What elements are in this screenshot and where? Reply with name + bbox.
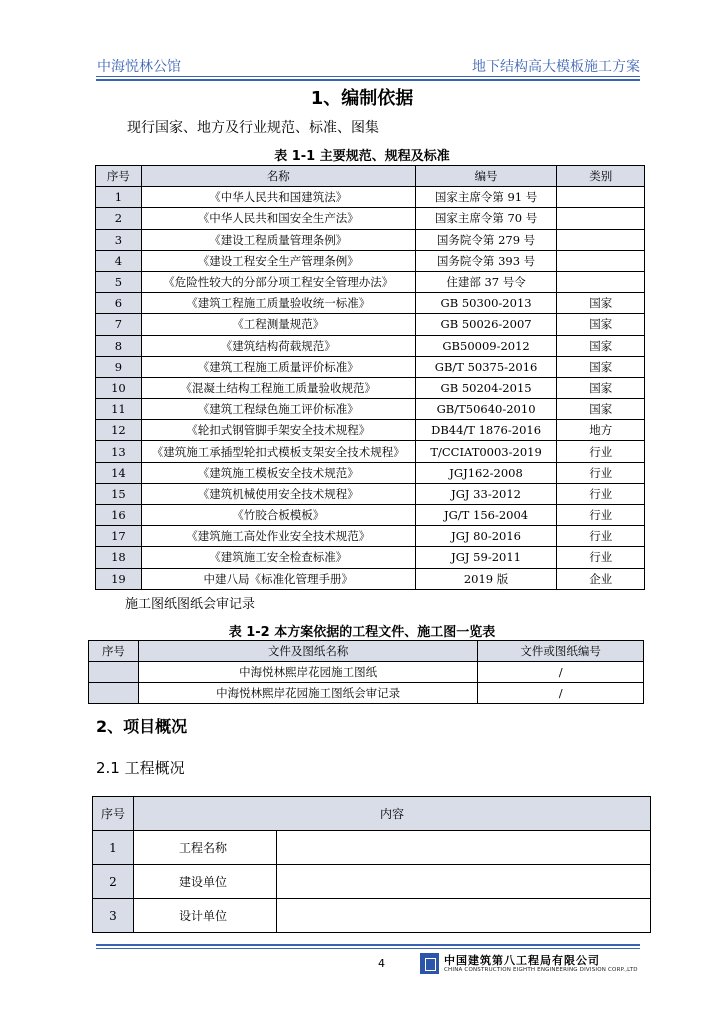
table-row [96, 377, 645, 398]
table-cell: 国家主席令第 70 号 [415, 208, 557, 229]
drawing-review-note: 施工图纸图纸会审记录 [125, 597, 256, 612]
col-header-index: 序号 [89, 641, 139, 662]
table-cell [557, 271, 645, 292]
table-cell: 《工程测量规范》 [141, 314, 415, 335]
table-cell: 13 [96, 441, 142, 462]
standards-table [95, 165, 645, 590]
table-row [96, 399, 645, 420]
table-cell [557, 208, 645, 229]
table-row [96, 483, 645, 504]
table-cell: GB 50026-2007 [415, 314, 557, 335]
table-cell: 地方 [557, 420, 645, 441]
table-cell: 《混凝土结构工程施工质量验收规范》 [141, 377, 415, 398]
table-cell: 《危险性较大的分部分项工程安全管理办法》 [141, 271, 415, 292]
table-cell: 工程名称 [133, 831, 276, 865]
table-cell: 行业 [557, 547, 645, 568]
table-row [96, 547, 645, 568]
table-cell: 《建筑工程施工质量评价标准》 [141, 356, 415, 377]
col-header-name: 名称 [141, 166, 415, 187]
table-cell: 《建筑施工高处作业安全技术规范》 [141, 526, 415, 547]
table-cell: JG/T 156-2004 [415, 505, 557, 526]
table-cell: 建设单位 [133, 865, 276, 899]
table-row [96, 335, 645, 356]
company-name-english: CHINA CONSTRUCTION EIGHTH ENGINEERING DIVISION CORP.,LTD [444, 967, 638, 973]
table-cell: 3 [96, 229, 142, 250]
table-cell: 行业 [557, 441, 645, 462]
table-cell: 中海悦林熙岸花园施工图纸 [138, 662, 477, 683]
table-cell: 17 [96, 526, 142, 547]
table-row [96, 356, 645, 377]
table-header-row [96, 166, 645, 187]
table-cell: GB/T 50375-2016 [415, 356, 557, 377]
table-cell: 1 [96, 187, 142, 208]
table-cell: 中建八局《标准化管理手册》 [141, 568, 415, 589]
table-row [96, 462, 645, 483]
intro-paragraph: 现行国家、地方及行业规范、标准、图集 [127, 120, 379, 136]
table-cell: JGJ 33-2012 [415, 483, 557, 504]
table-cell: 国家 [557, 314, 645, 335]
table-cell: GB 50204-2015 [415, 377, 557, 398]
table-cell: 《建筑施工安全检查标准》 [141, 547, 415, 568]
table-row [96, 293, 645, 314]
table-cell: / [478, 662, 644, 683]
table-row [96, 505, 645, 526]
table-cell: 2 [96, 208, 142, 229]
table-row [96, 420, 645, 441]
table-cell: DB44/T 1876-2016 [415, 420, 557, 441]
table-cell: 1 [93, 831, 134, 865]
table-cell: 行业 [557, 483, 645, 504]
table-cell: 《轮扣式钢管脚手架安全技术规程》 [141, 420, 415, 441]
table-cell: 16 [96, 505, 142, 526]
table-cell: 《建筑工程施工质量验收统一标准》 [141, 293, 415, 314]
col-header-index: 序号 [93, 797, 134, 831]
header-rule-thick [96, 79, 640, 81]
table-cell: 《中华人民共和国安全生产法》 [141, 208, 415, 229]
table-cell: 中海悦林熙岸花园施工图纸会审记录 [138, 683, 477, 704]
table-cell [276, 865, 650, 899]
table-cell: 企业 [557, 568, 645, 589]
table-cell: T/CCIAT0003-2019 [415, 441, 557, 462]
table-cell: 《建筑结构荷载规范》 [141, 335, 415, 356]
table-cell: 14 [96, 462, 142, 483]
table-cell: JGJ 80-2016 [415, 526, 557, 547]
table-cell: 18 [96, 547, 142, 568]
table-row [96, 568, 645, 589]
col-header-document-code: 文件或图纸编号 [478, 641, 644, 662]
table-cell: 国家 [557, 335, 645, 356]
header-rule [96, 76, 640, 77]
table-cell: JGJ162-2008 [415, 462, 557, 483]
section-2-1-title: 2.1 工程概况 [96, 759, 185, 777]
table-cell: 国家 [557, 399, 645, 420]
table-cell: 3 [93, 899, 134, 933]
company-name: 中国建筑第八工程局有限公司 [444, 954, 600, 967]
table-cell: GB50009-2012 [415, 335, 557, 356]
table-cell: 《建筑机械使用安全技术规程》 [141, 483, 415, 504]
table-cell: 19 [96, 568, 142, 589]
table-cell: GB/T50640-2010 [415, 399, 557, 420]
table-cell: 国家 [557, 377, 645, 398]
col-header-index: 序号 [96, 166, 142, 187]
table-row [96, 229, 645, 250]
table-cell: 15 [96, 483, 142, 504]
table-cell: 《建筑施工承插型轮扣式模板支架安全技术规程》 [141, 441, 415, 462]
table-row [96, 187, 645, 208]
company-logo-icon [420, 953, 439, 974]
table-row [96, 271, 645, 292]
table-cell: 11 [96, 399, 142, 420]
table-cell: 设计单位 [133, 899, 276, 933]
table-cell: 2 [93, 865, 134, 899]
table-cell: 行业 [557, 526, 645, 547]
table-cell: 国务院令第 393 号 [415, 250, 557, 271]
table-cell: 8 [96, 335, 142, 356]
table-cell: 《建筑工程绿色施工评价标准》 [141, 399, 415, 420]
table-cell: 9 [96, 356, 142, 377]
table-cell: 《建设工程安全生产管理条例》 [141, 250, 415, 271]
table-cell: 2019 版 [415, 568, 557, 589]
table-cell [557, 250, 645, 271]
col-header-code: 编号 [415, 166, 557, 187]
col-header-content: 内容 [133, 797, 650, 831]
table-cell [276, 899, 650, 933]
table-cell: 住建部 37 号令 [415, 271, 557, 292]
table-cell [276, 831, 650, 865]
table-cell [89, 662, 139, 683]
table-cell: 国家 [557, 356, 645, 377]
table-row [93, 865, 651, 899]
table-2-caption: 表 1-2 本方案依据的工程文件、施工图一览表 [228, 625, 496, 640]
table-cell: 《中华人民共和国建筑法》 [141, 187, 415, 208]
header-project-name: 中海悦林公馆 [97, 59, 181, 75]
table-cell: 《建设工程质量管理条例》 [141, 229, 415, 250]
table-cell: 7 [96, 314, 142, 335]
table-cell: 《建筑施工模板安全技术规范》 [141, 462, 415, 483]
table-row [89, 662, 644, 683]
table-cell [557, 187, 645, 208]
table-cell: 行业 [557, 462, 645, 483]
table-cell: / [478, 683, 644, 704]
section-2-title: 2、项目概况 [96, 717, 188, 736]
table-cell: 5 [96, 271, 142, 292]
project-overview-table [92, 796, 651, 933]
table-cell: 国家主席令第 91 号 [415, 187, 557, 208]
section-1-title: 1、编制依据 [310, 88, 414, 109]
table-cell: 6 [96, 293, 142, 314]
table-cell: 《竹胶合板模板》 [141, 505, 415, 526]
table-cell: 国务院令第 279 号 [415, 229, 557, 250]
table-row [93, 831, 651, 865]
table-cell [89, 683, 139, 704]
col-header-category: 类别 [557, 166, 645, 187]
table-row [96, 526, 645, 547]
table-header-row [93, 797, 651, 831]
footer-rule-thin [96, 948, 640, 949]
table-cell: 4 [96, 250, 142, 271]
table-row [89, 683, 644, 704]
table-row [96, 314, 645, 335]
table-header-row [89, 641, 644, 662]
table-cell: 12 [96, 420, 142, 441]
col-header-document-name: 文件及图纸名称 [138, 641, 477, 662]
table-row [96, 441, 645, 462]
page-number: 4 [378, 957, 385, 970]
footer-rule [96, 944, 640, 946]
documents-table [88, 640, 644, 704]
table-cell: JGJ 59-2011 [415, 547, 557, 568]
table-cell: 国家 [557, 293, 645, 314]
table-row [96, 208, 645, 229]
header-document-title: 地下结构高大模板施工方案 [472, 59, 640, 75]
table-cell: 10 [96, 377, 142, 398]
table-row [93, 899, 651, 933]
table-cell: GB 50300-2013 [415, 293, 557, 314]
table-cell [557, 229, 645, 250]
table-row [96, 250, 645, 271]
table-1-caption: 表 1-1 主要规范、规程及标准 [274, 149, 450, 164]
table-cell: 行业 [557, 505, 645, 526]
